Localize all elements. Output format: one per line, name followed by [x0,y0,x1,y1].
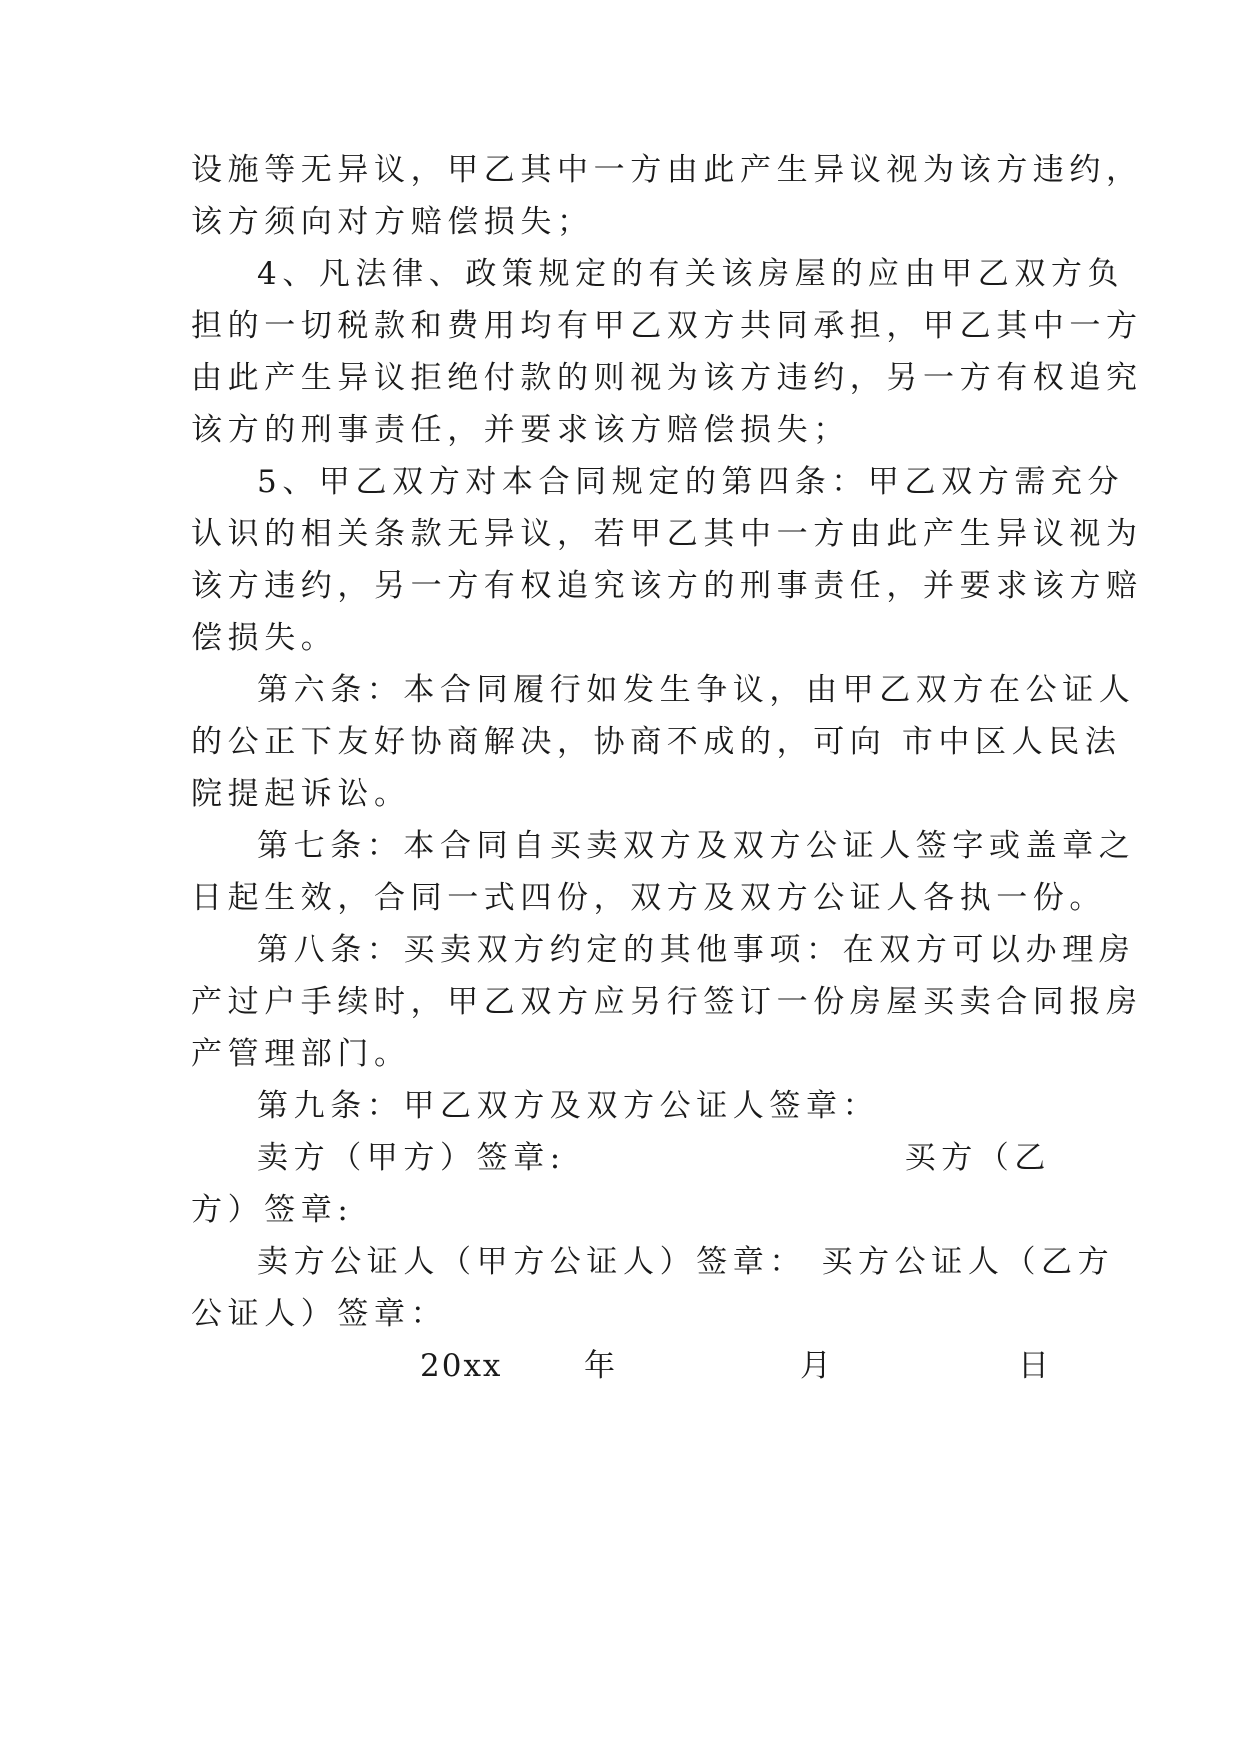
date-year-value: 20xx [420,1348,503,1384]
text-line: 院提起诉讼。 [191,776,411,812]
text-line: 该方的刑事责任，并要求该方赔偿损失； [191,412,850,448]
date-day-label: 日 [1018,1348,1051,1384]
text-line: 偿损失。 [191,620,338,656]
clause-4-line: 4、凡法律、政策规定的有关该房屋的应由甲乙双方负 [257,256,1125,292]
notary-signature-line-end: 公证人）签章： [191,1296,448,1332]
date-month-label: 月 [800,1348,833,1384]
clause-5-line: 5、甲乙双方对本合同规定的第四条：甲乙双方需充分 [257,464,1125,500]
text-line: 由此产生异议拒绝付款的则视为该方违约，另一方有权追究 [191,360,1143,396]
article-8-line: 第八条：买卖双方约定的其他事项：在双方可以办理房 [257,932,1136,968]
text-line: 认识的相关条款无异议，若甲乙其中一方由此产生异议视为 [191,516,1143,552]
text-line: 日起生效，合同一式四份，双方及双方公证人各执一份。 [191,880,1106,916]
text-line: 产管理部门。 [191,1036,411,1072]
notary-signature-line: 卖方公证人（甲方公证人）签章： 买方公证人（乙方 [257,1244,1115,1280]
date-year-label: 年 [584,1348,617,1384]
text-line: 担的一切税款和费用均有甲乙双方共同承担，甲乙其中一方 [191,308,1143,344]
text-line: 该方违约，另一方有权追究该方的刑事责任，并要求该方赔 [191,568,1143,604]
text-line: 该方须向对方赔偿损失； [191,204,594,240]
text-line: 设施等无异议，甲乙其中一方由此产生异议视为该方违约， [191,152,1143,188]
seller-signature-label: 卖方（甲方）签章: [257,1140,566,1176]
buyer-signature-label-end: 方）签章: [191,1192,354,1228]
article-6-line: 第六条：本合同履行如发生争议，由甲乙双方在公证人 [257,672,1136,708]
text-line: 产过户手续时，甲乙双方应另行签订一份房屋买卖合同报房 [191,984,1143,1020]
article-7-line: 第七条：本合同自买卖双方及双方公证人签字或盖章之 [257,828,1136,864]
text-line: 的公正下友好协商解决，协商不成的，可向 市中区人民法 [191,724,1122,760]
buyer-signature-label-start: 买方（乙 [904,1140,1051,1176]
article-9-line: 第九条：甲乙双方及双方公证人签章： [257,1088,880,1124]
